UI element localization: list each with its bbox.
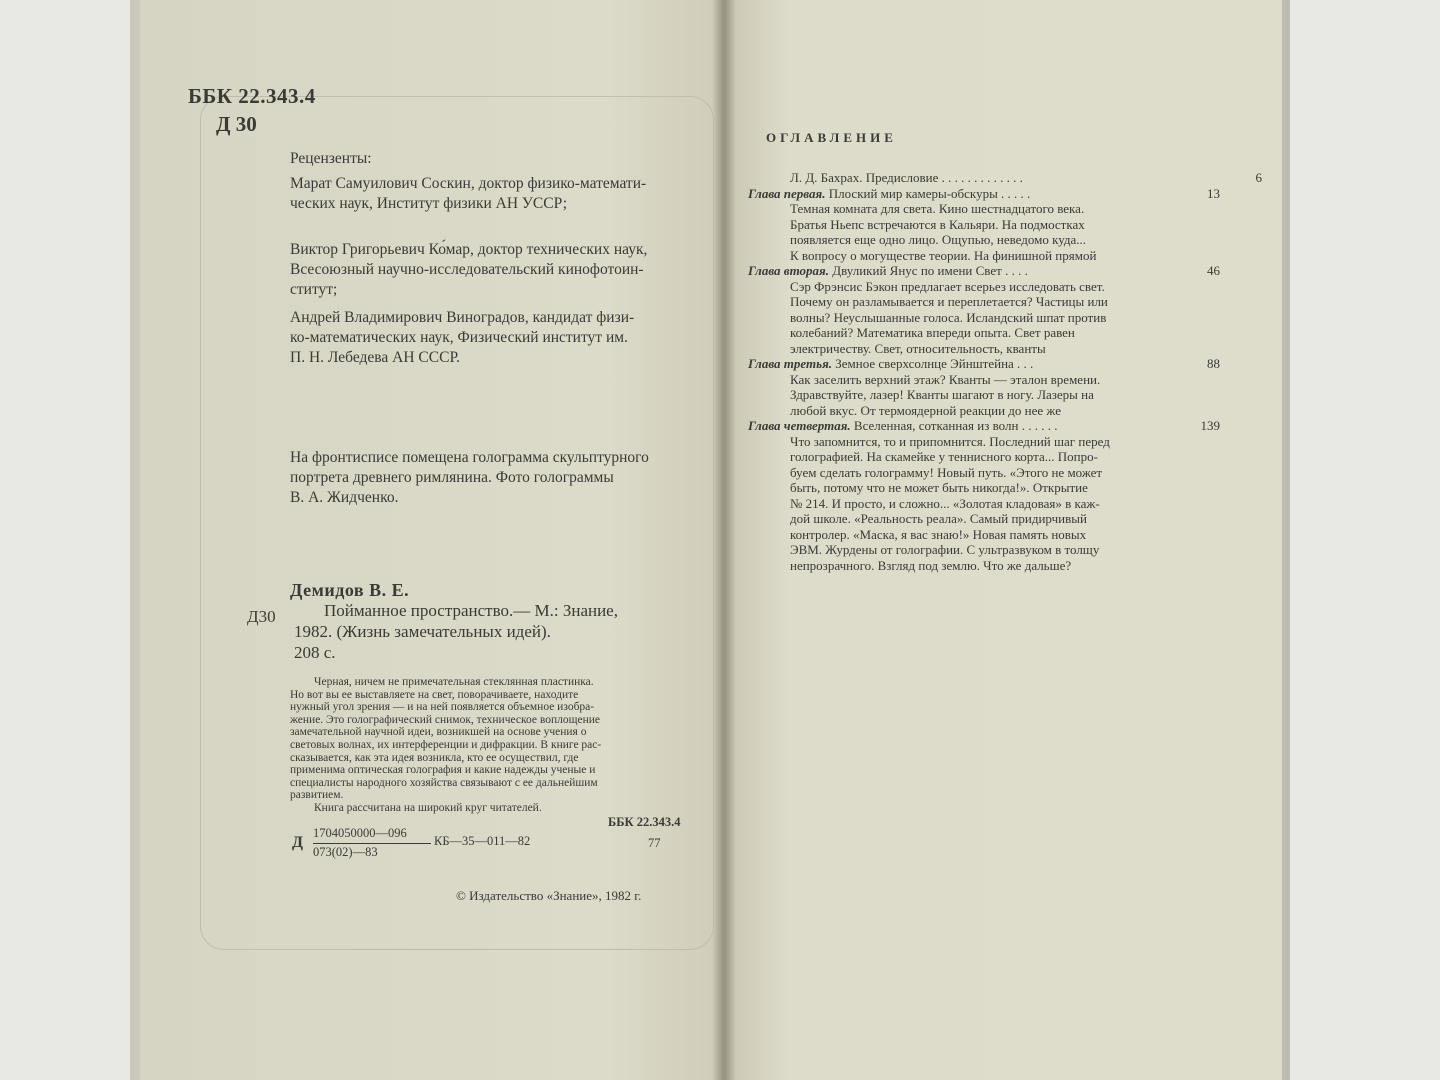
index-denominator: 073(02)—83 xyxy=(313,845,378,859)
toc-chapter-4: Глава четвертая. Вселенная, сотканная из волн . . . . . . 139 xyxy=(748,418,1220,433)
toc-page-number: 88 xyxy=(1207,356,1220,371)
toc-line: ЭВМ. Журдены от голографии. С ультразвуком в толщу xyxy=(790,542,1100,557)
reviewer-3: Андрей Владимирович Виноградов, кандидат физи- ко-математических наук, Физический институт им. П. Н. Лебедева АН СССР. xyxy=(290,309,635,366)
index-numerator: 1704050000—096 xyxy=(313,826,407,840)
toc-page-number: 139 xyxy=(1200,418,1220,433)
bbk-code: ББК 22.343.4 xyxy=(188,84,316,108)
toc-line: Почему он разламывается и переплетается? Частицы или xyxy=(790,294,1108,309)
toc-line: Братья Ньепс встречаются в Кальяри. На подмостках xyxy=(790,216,1085,232)
toc-page-number: 13 xyxy=(1207,185,1220,201)
catalog-letter: Д 30 xyxy=(216,112,257,136)
toc-line: К вопросу о могуществе теории. На финишной прямой xyxy=(790,247,1097,263)
toc-page-number: 6 xyxy=(1255,170,1262,185)
toc-line: голографией. На скамейке у теннисного корта... Попро- xyxy=(790,449,1098,464)
toc-line: появляется еще одно лицо. Ощупью, неведомо куда... xyxy=(790,232,1087,247)
toc-line: буем сделать голограмму! Новый путь. «Этого не может xyxy=(790,464,1103,480)
toc-line: колебаний? Математика впереди опыта. Свет равен xyxy=(790,325,1075,340)
toc-list xyxy=(748,170,1262,573)
toc-chapter-2: Глава вторая. Двуликий Янус по имени Свет . . . . 46 xyxy=(748,263,1220,278)
toc-line: Что запомнится, то и припомнится. Последний шаг перед xyxy=(790,433,1110,449)
copyright: © Издательство «Знание», 1982 г. xyxy=(456,888,642,903)
toc-line: Сэр Фрэнсис Бэкон предлагает всерьез исследовать свет. xyxy=(790,278,1105,294)
reviewer-1: Марат Самуилович Соскин, доктор физико-математи- ческих наук, Институт физики АН УССР; xyxy=(290,175,647,212)
toc-line: Как заселить верхний этаж? Кванты — эталон времени. xyxy=(790,371,1101,387)
toc-line: дой школе. «Реальность реала». Самый придирчивый xyxy=(790,511,1087,526)
toc-line: любой вкус. От термоядерной реакции до нее же xyxy=(790,402,1061,418)
toc-line: Здравствуйте, лазер! Кванты шагают в ногу. Лазеры на xyxy=(790,387,1094,402)
index-kb: КБ—35—011—82 xyxy=(434,834,531,848)
bibliographic-record: Пойманное пространство.— М.: Знание, 1982. (Жизнь замечательных идей). 208 с. xyxy=(294,601,618,662)
index-bbk-sub: 77 xyxy=(648,836,661,850)
catalog-code: Д30 xyxy=(247,607,276,626)
author-name: Демидов В. Е. xyxy=(290,580,410,600)
index-letter: Д xyxy=(292,834,304,851)
frontispiece-note: На фронтисписе помещена голограмма скульптурного портрета древнего римлянина. Фото голограммы В. А. Жидченко. xyxy=(290,449,649,506)
toc-page-number: 46 xyxy=(1207,263,1220,278)
index-bbk: ББК 22.343.4 xyxy=(608,815,681,829)
toc-line: Темная комната для света. Кино шестнадцатого века. xyxy=(790,201,1085,216)
book-gutter xyxy=(712,0,736,1080)
reviewers-heading: Рецензенты: xyxy=(290,150,372,167)
toc-preface: Л. Д. Бахрах. Предисловие . . . . . . . . . . . . . 6 xyxy=(790,170,1262,185)
toc-line: электричеству. Свет, относительность, кванты xyxy=(790,340,1046,356)
reviewer-2: Виктор Григорьевич Ко́мар, доктор технических наук, Всесоюзный научно-исследовательский кинофотоин- ститут; xyxy=(290,241,648,298)
toc-line: быть, потому что не может быть никогда!». Открытие xyxy=(790,480,1088,495)
annotation: Черная, ничем не примечательная стеклянная пластинка. Но вот вы ее выставляете на свет, поворачиваете, находите нужный угол зрения — и на ней появляется объемное изобра- жение. Это голографический снимок, техническое воплощение замечательной научной идеи, возникшей на основе учения о световых волнах, их интерференции и дифракции. В книге рас- сказывается, как эта идея возникла, кто ее осуществил, где применима оптическая голография и какие надежды ученые и специалисты народного хозяйства связывают с ее дальнейшим развитием. Книга рассчитана на широкий круг читателей. xyxy=(290,676,602,814)
toc-line: волны? Неуслышанные голоса. Исландский шпат против xyxy=(790,309,1107,325)
index-fraction-line xyxy=(313,843,431,844)
toc-line: № 214. И просто, и сложно... «Золотая кладовая» в каж- xyxy=(790,495,1100,511)
toc-line: контролер. «Маска, я вас знаю!» Новая память новых xyxy=(790,526,1087,542)
toc-title: ОГЛАВЛЕНИЕ xyxy=(766,130,897,145)
toc-chapter-3: Глава третья. Земное сверхсолнце Эйнштейна . . . 88 xyxy=(748,356,1220,371)
toc-chapter-1: Глава первая. Плоский мир камеры-обскуры . . . . . 13 xyxy=(748,185,1220,201)
toc-line: непрозрачного. Взгляд под землю. Что же дальше? xyxy=(790,557,1072,573)
